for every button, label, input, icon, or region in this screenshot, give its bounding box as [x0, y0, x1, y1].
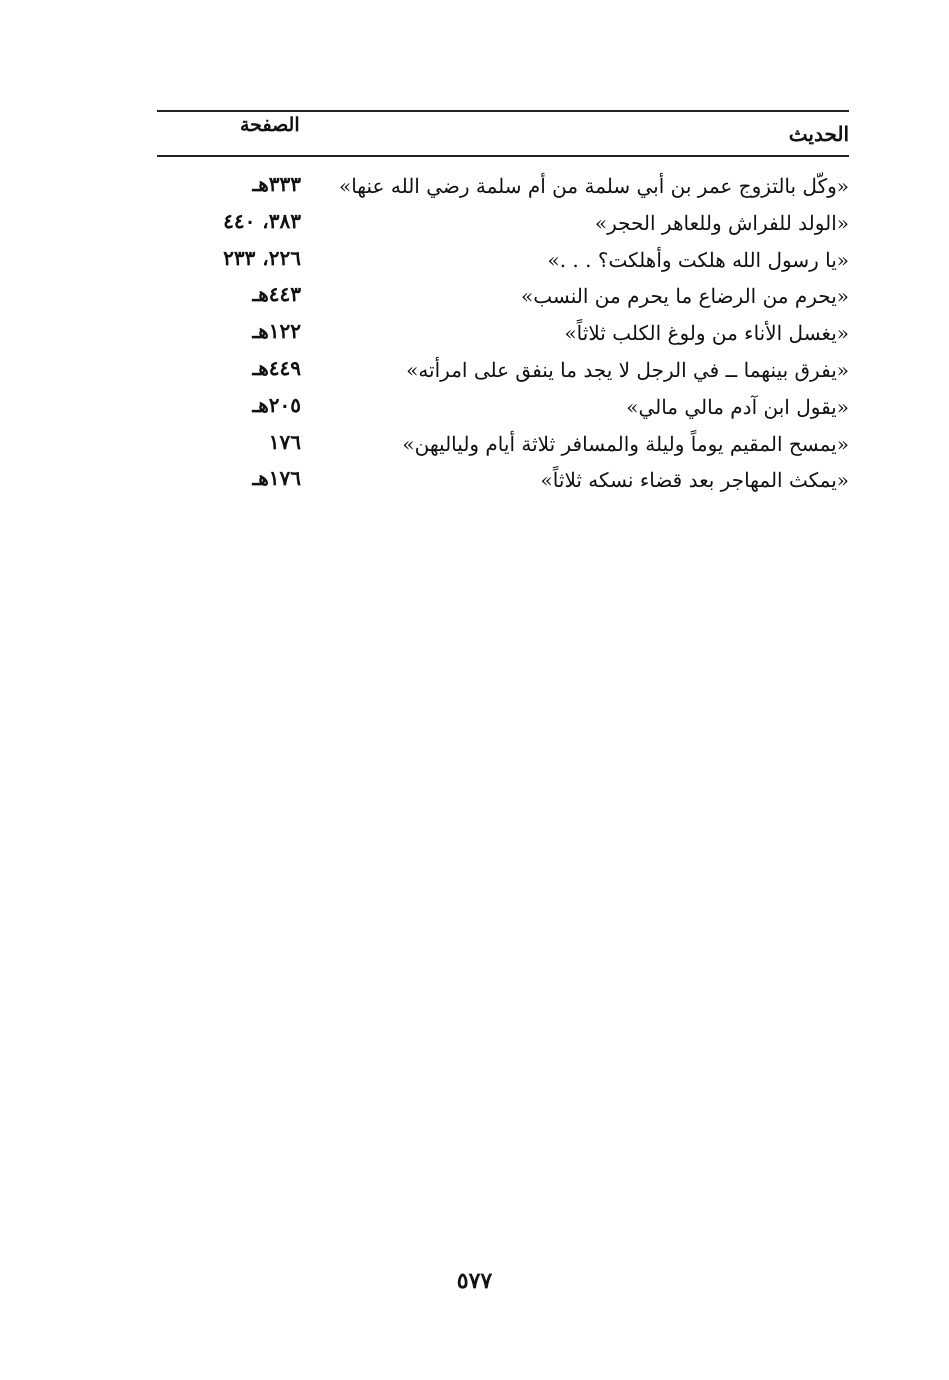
page-reference: ١٧٦	[268, 429, 301, 454]
index-row	[157, 244, 849, 281]
hadith-text: «يمسح المقيم يوماً وليلة والمسافر ثلاثة أيام ولياليهن»	[402, 431, 849, 456]
table-header	[157, 114, 849, 152]
index-row	[157, 428, 849, 465]
index-row	[157, 354, 849, 391]
hadith-index-list	[157, 170, 849, 501]
page-reference: ٣٨٣، ٤٤٠	[223, 208, 301, 233]
hadith-text: «الولد للفراش وللعاهر الحجر»	[594, 210, 849, 235]
page-reference: ٢٢٦، ٢٣٣	[223, 245, 301, 270]
index-row	[157, 280, 849, 317]
column-header-page: الصفحة	[240, 114, 300, 136]
column-header-hadith: الحديث	[788, 122, 849, 146]
index-row	[157, 207, 849, 244]
page-reference: ٤٤٩هـ	[252, 355, 301, 380]
index-row	[157, 170, 849, 207]
hadith-text: «يفرق بينهما ــ في الرجل لا يجد ما ينفق على امرأته»	[406, 357, 849, 382]
header-rule	[157, 155, 849, 157]
page-reference: ٢٠٥هـ	[252, 392, 301, 417]
page-reference: ١٢٢هـ	[252, 319, 301, 344]
hadith-text: «وكّل بالتزوج عمر بن أبي سلمة من أم سلمة رضي الله عنها»	[338, 174, 849, 198]
page-reference: ٣٣٣هـ	[252, 172, 301, 196]
index-row	[157, 317, 849, 354]
page-reference: ٤٤٣هـ	[252, 282, 301, 307]
index-row	[157, 464, 849, 501]
index-row	[157, 391, 849, 428]
page-reference: ١٧٦هـ	[252, 466, 301, 491]
hadith-text: «يقول ابن آدم مالي مالي»	[626, 394, 849, 419]
hadith-text: «يغسل الأناء من ولوغ الكلب ثلاثاً»	[564, 321, 849, 346]
page-number: ٥٧٧	[456, 1268, 493, 1294]
hadith-text: «يا رسول الله هلكت وأهلكت؟ . . .»	[547, 247, 849, 272]
top-rule	[157, 110, 849, 112]
hadith-text: «يمكث المهاجر بعد قضاء نسكه ثلاثاً»	[540, 468, 849, 493]
hadith-text: «يحرم من الرضاع ما يحرم من النسب»	[521, 284, 849, 309]
